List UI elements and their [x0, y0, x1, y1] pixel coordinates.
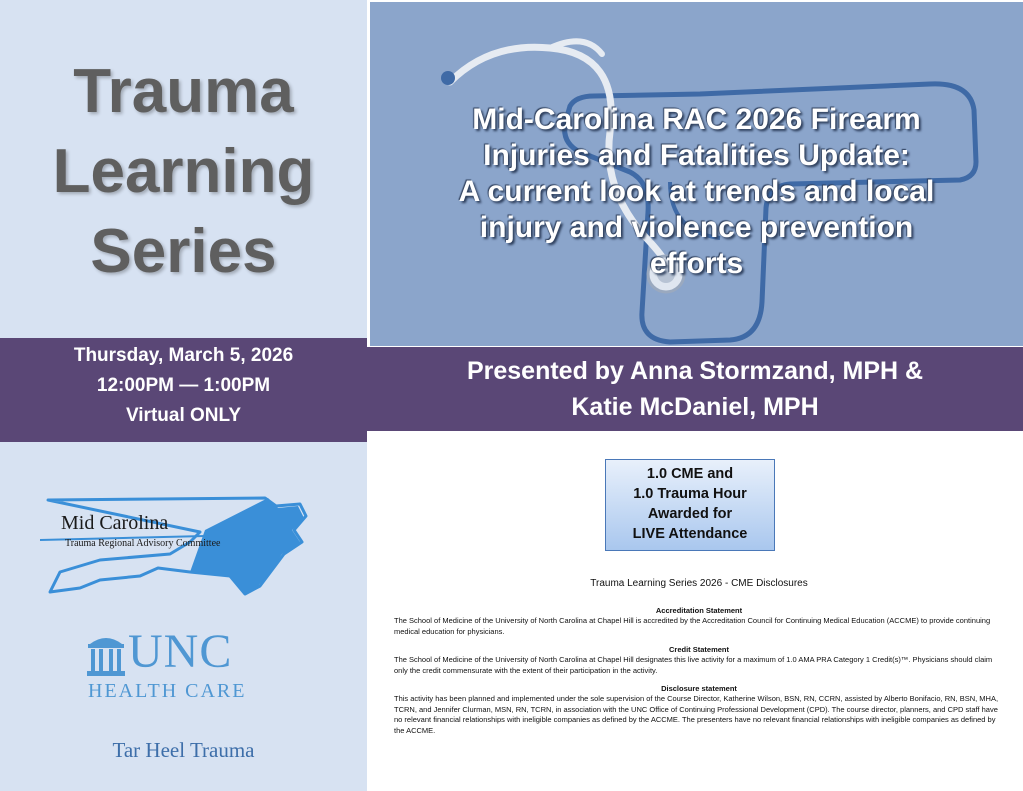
- event-title-line: Injuries and Fatalities Update:: [483, 139, 910, 172]
- tar-heel-trauma-label: Tar Heel Trauma: [112, 738, 255, 762]
- unc-subtitle: HEALTH CARE: [88, 680, 247, 702]
- event-details-band: [0, 338, 367, 442]
- credit-line: LIVE Attendance: [632, 526, 748, 542]
- credit-heading: Credit Statement: [668, 645, 729, 654]
- event-title-line: Mid-Carolina RAC 2026 Firearm: [472, 103, 921, 136]
- accreditation-heading: Accreditation Statement: [655, 606, 743, 615]
- presenters-band: [367, 347, 1023, 431]
- mid-carolina-name: Mid Carolina: [61, 512, 169, 534]
- credit-line: 1.0 CME and: [646, 466, 734, 482]
- presenters-line-1: Presented by Anna Stormzand, MPH &: [466, 357, 924, 385]
- event-title-line: injury and violence prevention: [479, 211, 914, 244]
- mid-carolina-rac-logo: [40, 496, 330, 596]
- presenters-line-2: Katie McDaniel, MPH: [571, 393, 819, 421]
- old-well-icon: [86, 632, 126, 678]
- cme-disclosures: [394, 578, 1004, 744]
- hero-banner: [370, 2, 1023, 346]
- disclosures-title: Trauma Learning Series 2026 - CME Disclosures: [590, 578, 808, 589]
- event-format: Virtual ONLY: [125, 405, 242, 426]
- unc-name: UNC: [128, 625, 233, 678]
- credit-line: 1.0 Trauma Hour: [633, 486, 747, 502]
- series-title-line-3: Series: [90, 217, 277, 286]
- event-title: [370, 102, 1023, 282]
- series-title-line-1: Trauma: [73, 57, 294, 126]
- event-title-line: A current look at trends and local: [458, 175, 935, 208]
- accreditation-body: The School of Medicine of the University of North Carolina at Chapel Hill is accredited by the Accreditation Council for Continuing Medical Education (ACCME) to provide continuing medical education for physicians.: [394, 616, 991, 636]
- credit-award-box: [605, 459, 775, 551]
- series-title: [0, 52, 367, 292]
- mid-carolina-subtitle: Trauma Regional Advisory Committee: [65, 538, 221, 549]
- event-date: Thursday, March 5, 2026: [73, 345, 294, 366]
- series-title-line-2: Learning: [52, 137, 315, 206]
- unc-health-care-logo: [86, 625, 296, 708]
- event-title-line: efforts: [649, 247, 744, 280]
- credit-body: The School of Medicine of the University of North Carolina at Chapel Hill designates this live activity for a maximum of 1.0 AMA PRA Category 1 Credit(s)™. Physicians should claim only the credit commensurate with the extent of their participation in the activity.: [394, 655, 993, 675]
- event-time: 12:00PM — 1:00PM: [96, 375, 271, 396]
- disclosure-heading: Disclosure statement: [661, 684, 737, 693]
- disclosure-body: This activity has been planned and implemented under the sole supervision of the Course Director, Katherine Wilson, BSN, RN, CCRN, assisted by Alberto Bonifacio, RN, BSN, MHA, TCRN, and Jennifer Clurman, MSN, RN, TCRN, in association with the UNC Office of Continuing Professional Development (CPD). The course director, planners, and CPD staff have no relevant financial relationships with ineligible companies as defined by the ACCME. The presenters have no relevant financial relationships with ineligible companies as defined by the ACCME.: [394, 694, 999, 735]
- credit-line: Awarded for: [647, 506, 733, 522]
